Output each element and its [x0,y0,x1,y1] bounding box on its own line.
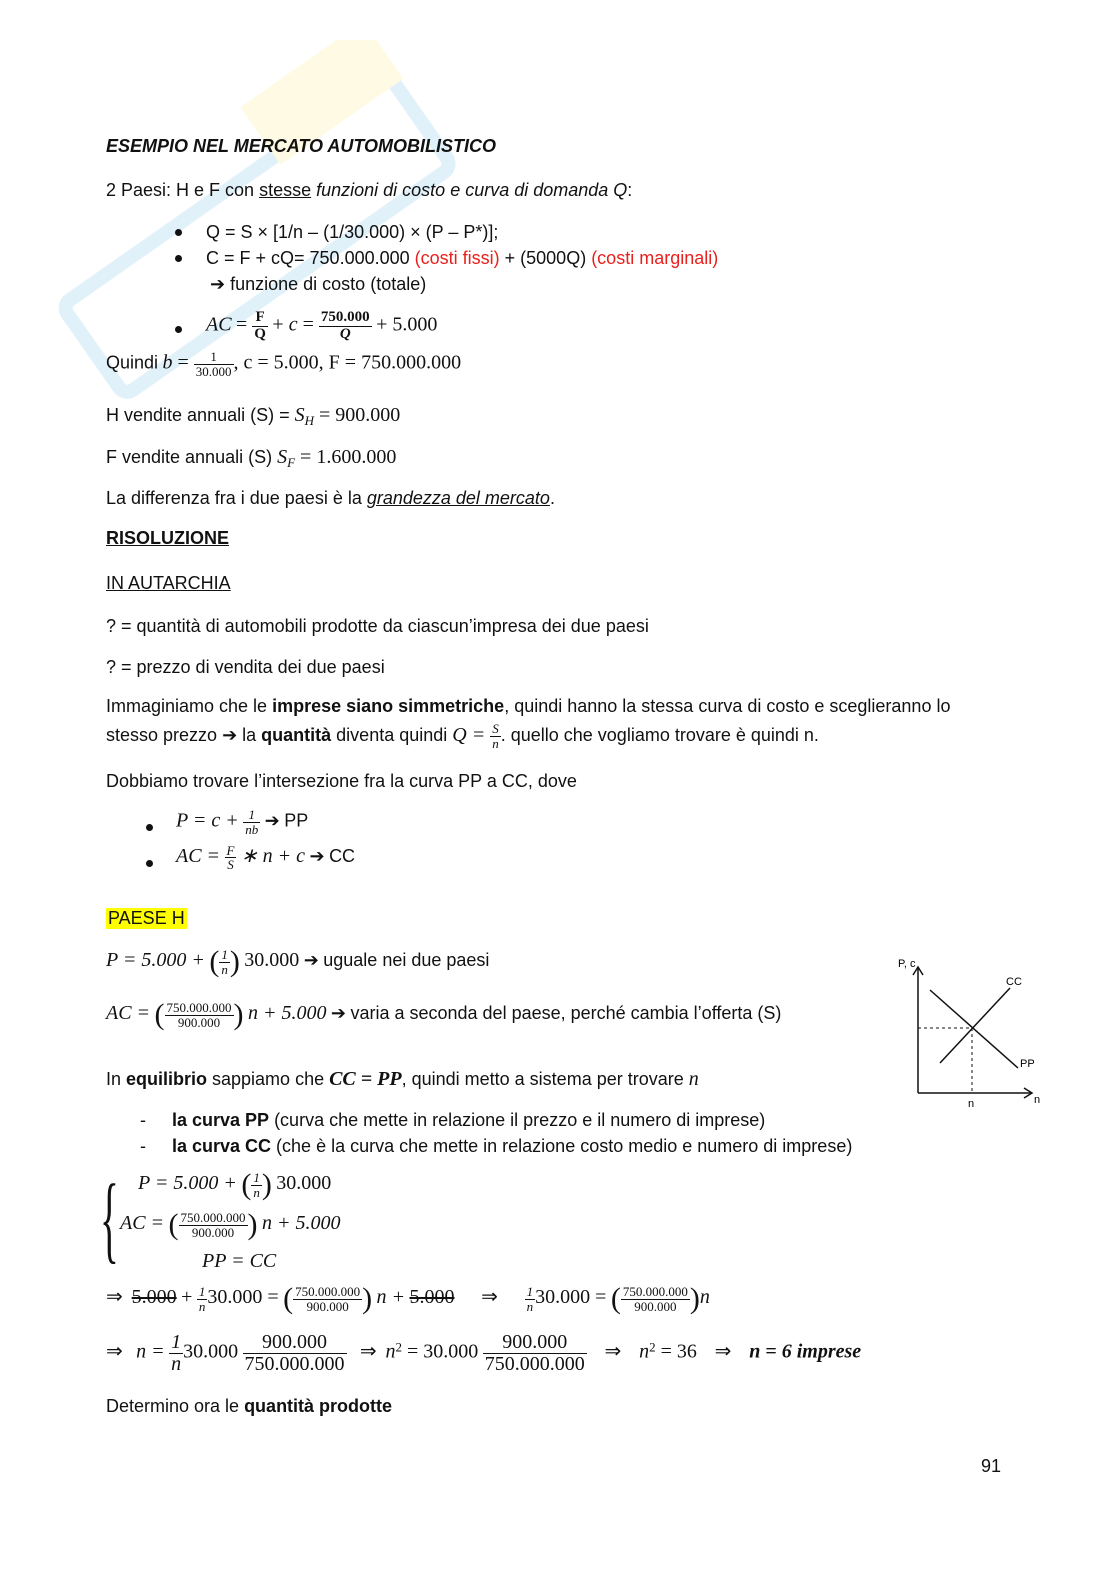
equilibrium-line: In equilibrio sappiamo che CC = PP, quindi metto a sistema per trovare n [106,1068,699,1090]
derivation-line1: ⇒ 5.000 + $\frac{1}{n}$ 30.000 = ( $\frac{750.000.000}{900.000}$ ) n + 5.000 ⇒ $\frac{1}{n}$ 30.000 = ( $\frac{750.000.000}{900.000}$ )n [106,1282,710,1315]
bullet-dot [146,824,153,831]
fixed-costs-label: (costi fissi) [414,248,500,268]
page-title: ESEMPIO NEL MERCATO AUTOMOBILISTICO [106,136,497,156]
intro-suffix: : [627,180,633,200]
ac-tail: + 5.000 [376,313,438,336]
system-line1: P = 5.000 + ( $\frac{1}{n}$ ) 30.000 [138,1168,332,1201]
price-equation-note: uguale nei due paesi [323,950,490,971]
bullet-dot [146,860,153,867]
bullet-dot [175,326,182,333]
ac-symbol: AC [206,313,232,336]
b-fraction: $\frac{1}{30.000}$ [195,349,232,379]
graph-cc-label: CC [1006,976,1022,988]
pp-curve-formula: P = c + $\frac{1}{nb}$ ➔ PP [176,807,309,837]
section-paese-h: PAESE H [108,908,185,928]
intro-prefix: 2 Paesi: H e F con [106,180,260,200]
intro-line [106,180,632,201]
dash-cc-text: la curva CC (che è la curva che mette in relazione costo medio e numero di imprese) [172,1136,853,1156]
sales-f-line: F vendite annuali (S) $S_F = 1.600.000$ [106,446,397,471]
arrow-right-icon: ➔ [210,274,226,294]
pp-cc-graph [890,955,1050,1115]
s-over-n-fraction: $\frac{S}{n}$ [492,721,499,751]
system-brace: { [100,1165,119,1273]
graph-y-label: P, c [898,958,916,970]
ac-fraction: $\frac{750.000}{Q}$ [320,309,370,342]
demand-function: Q = S × [1/n – (1/30.000) × (P – P*)]; [206,222,499,242]
system-line2: AC = ( $\frac{750.000.000}{900.000}$ ) n + 5.000 [120,1208,341,1241]
price-equation: P = 5.000 + ( $\frac{1}{n}$ ) 30.000 ➔ uguale nei due paesi [106,945,490,978]
cc-label: CC [329,846,356,866]
cost-total-text: funzione di costo (totale) [230,274,427,294]
arrow-right-icon: ➔ [309,846,325,866]
cc-curve-formula: AC = $\frac{F}{S}$ ∗ n + c ➔ CC [176,842,356,873]
sales-h-line: H vendite annuali $(S) = S_H = 900.000$ [106,404,401,429]
cost-function [206,248,718,269]
cost-mid: + (5000Q) [499,248,592,268]
intro-stesse: stesse [259,180,312,200]
graph-pp-label: PP [1020,1058,1035,1070]
quindi-line: Quindi b = $\frac{1}{30.000}$ , c = 5.000, F = 750.000.000 [106,349,462,379]
section-autarchia: IN AUTARCHIA [106,573,231,593]
intro-italic: funzioni di costo e curva di domanda Q [311,180,628,200]
derivation-line2: ⇒ n = $\frac{1}{n}$ 30.000 $\frac{900.000}{750.000.000}$ ⇒ $n^2 = 30.000$ $\frac{900.000}{750.000.000}$ ⇒ $n^2 = 36$ ⇒ n = 6 imprese [106,1331,862,1375]
average-cost-note: varia a seconda del paese, perché cambia l’offerta (S) [350,1003,782,1024]
dash-pp-text: la curva PP (curva che mette in relazione il prezzo e il numero di imprese) [172,1110,766,1130]
determino-line: Determino ora le quantità prodotte [106,1396,393,1416]
intersection-text: Dobbiamo trovare l’intersezione fra la curva PP a CC, dove [106,771,577,791]
market-difference: La differenza fra i due paesi è la grandezza del mercato. [106,488,555,508]
graph-x-tick: n [968,1098,975,1110]
marginal-costs-label: (costi marginali) [591,248,719,268]
pp-curve-line [930,990,1018,1068]
result-n-imprese: n = 6 imprese [749,1340,862,1363]
cost-prefix: C = F + cQ= 750.000.000 [206,248,415,268]
symmetric-paragraph-line2: stesso prezzo ➔ la quantità diventa quindi Q = $\frac{S}{n}$ . quello che vogliamo trovare è quindi n. [106,721,819,751]
arrow-right-icon: ➔ [264,810,280,831]
page-number: 91 [981,1456,1002,1476]
system-line3: PP = CC [202,1250,277,1272]
market-size-text: grandezza del mercato [366,488,550,508]
average-cost-formula: AC = $\frac{F}{Q}$ + c = $\frac{750.000}{Q}$ + 5.000 [206,309,438,342]
arrow-right-icon: ➔ [330,1003,347,1024]
arrow-right-icon: ➔ [222,724,238,745]
symmetric-paragraph-line1: Immaginiamo che le imprese siano simmetriche, quindi hanno la stessa curva di costo e sceglieranno lo [106,696,951,716]
pp-label: PP [284,810,309,831]
dash-pp: - [140,1110,146,1130]
section-risoluzione: RISOLUZIONE [106,528,230,548]
unknown-quantity: ? = quantità di automobili prodotte da ciascun’impresa dei due paesi [106,616,649,636]
dash-cc: - [140,1136,146,1156]
bullet-dot [175,255,182,262]
average-cost-equation: AC = ( $\frac{750.000.000}{900.000}$ ) n + 5.000 ➔ varia a seconda del paese, perché cambia l’offerta (S) [106,998,782,1031]
graph-x-label: n [1034,1094,1041,1106]
c-symbol: c [288,313,298,336]
cost-total-note [210,274,426,295]
arrow-right-icon: ➔ [303,950,319,971]
f-over-q-fraction: $\frac{F}{Q}$ [254,309,266,342]
bullet-dot [175,229,182,236]
unknown-price: ? = prezzo di vendita dei due paesi [106,657,385,677]
